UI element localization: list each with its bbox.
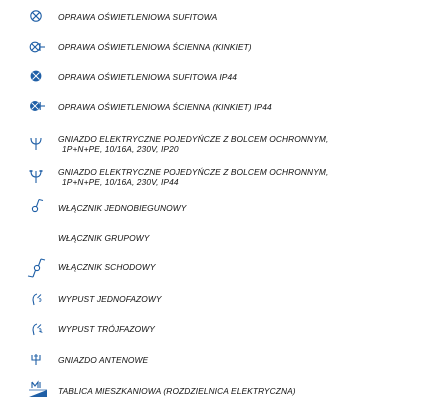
legend-label-wall-light-ip44: OPRAWA OŚWIETLENIOWA ŚCIENNA (KINKIET) IP44 (58, 102, 272, 112)
socket-ip44-icon (28, 167, 46, 185)
single-phase-outlet-icon (28, 289, 46, 307)
legend-label-group-switch: WŁĄCZNIK GRUPOWY (58, 233, 150, 243)
wall-light-icon (28, 38, 46, 56)
antenna-socket-icon (28, 350, 46, 368)
staircase-switch-icon (26, 256, 48, 278)
single-pole-switch-icon (28, 196, 46, 214)
legend-label-wall-light: OPRAWA OŚWIETLENIOWA ŚCIENNA (KINKIET) (58, 42, 252, 52)
legend-label-socket (58, 134, 328, 154)
legend-label-socket-line1: GNIAZDO ELEKTRYCZNE POJEDYŃCZE Z BOLCEM OCHRONNYM, (58, 134, 329, 144)
legend-label-distribution-board: TABLICA MIESZKANIOWA (ROZDZIELNICA ELEKTRYCZNA) (58, 386, 296, 396)
legend-label-ceiling-light-ip44: OPRAWA OŚWIETLENIOWA SUFITOWA IP44 (58, 72, 237, 82)
legend-label-single-phase-outlet: WYPUST JEDNOFAZOWY (58, 294, 162, 304)
wall-light-ip44-icon (28, 97, 46, 115)
legend-label-single-pole-switch: WŁĄCZNIK JEDNOBIEGUNOWY (58, 203, 187, 213)
socket-icon (28, 134, 46, 152)
three-phase-outlet-icon (28, 319, 46, 337)
legend-label-three-phase-outlet: WYPUST TRÓJFAZOWY (58, 324, 155, 334)
legend-label-socket-ip44 (58, 167, 328, 187)
legend-label-socket-ip44-line1: GNIAZDO ELEKTRYCZNE POJEDYŃCZE Z BOLCEM OCHRONNYM, (58, 167, 329, 177)
legend-label-socket-ip44-line2: 1P+N+PE, 10/16A, 230V, IP44 (62, 177, 179, 187)
distribution-board-icon (28, 379, 48, 399)
legend-label-antenna-socket: GNIAZDO ANTENOWE (58, 355, 149, 365)
ceiling-light-ip44-icon (28, 67, 46, 85)
legend-label-ceiling-light: OPRAWA OŚWIETLENIOWA SUFITOWA (58, 12, 218, 22)
legend-label-socket-line2: 1P+N+PE, 10/16A, 230V, IP20 (62, 144, 179, 154)
ceiling-light-icon (28, 7, 46, 25)
legend-label-staircase-switch: WŁĄCZNIK SCHODOWY (58, 262, 156, 272)
